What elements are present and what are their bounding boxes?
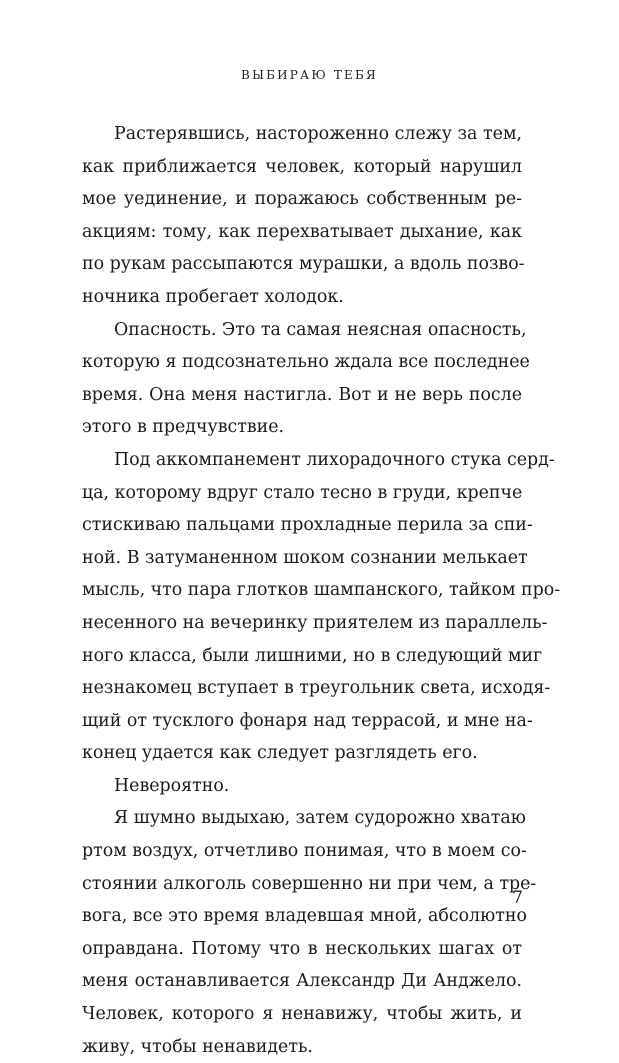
text-line: Растерявшись, настороженно слежу за тем, [114,124,522,144]
text-line: Человек, которого я ненавижу, чтобы жить, и [82,1004,522,1025]
text-line: ного класса, были лишними, но в следующий миг [82,645,543,666]
body-text [82,118,561,1063]
running-header: ВЫБИРАЮ ТЕБЯ [241,68,378,82]
text-line: меня останавливается Александр Ди Анджело. [82,971,522,992]
text-line: мысль, что пара глотков шампанского, тайком про- [82,580,561,601]
text-line: щий от тусклого фонаря над террасой, и мне на- [82,710,533,731]
text-line: мое уединение, и поражаюсь собственным ре- [82,189,522,210]
text-line: стоянии алкоголь совершенно ни при чем, а тре- [82,873,537,894]
text-line: Я шумно выдыхаю, затем судорожно хватаю [114,808,526,829]
text-line: Опасность. Это та самая неясная опасность, [114,319,527,340]
text-line: ночника пробегает холодок. [82,286,344,307]
text-line: конец удается как следует разглядеть его. [82,743,478,764]
text-line: которую я подсознательно ждала все последнее [82,352,530,373]
text-line: акциям: тому, как перехватывает дыхание, как [82,221,522,242]
text-line: ртом воздух, отчетливо понимая, что в моем со- [82,841,527,862]
text-line: ца, которому вдруг стало тесно в груди, крепче [82,482,523,503]
text-line: стискиваю пальцами прохладные перила за спи- [82,515,533,536]
text-line: вога, все это время владевшая мной, абсолютно [82,906,527,927]
text-line: Невероятно. [114,775,230,796]
text-line: несенного на вечеринку приятелем из параллель- [82,612,548,633]
text-line: Под аккомпанемент лихорадочного стука серд- [114,449,555,470]
text-line: живу, чтобы ненавидеть. [82,1036,313,1057]
text-line: время. Она меня настигла. Вот и не верь после [82,384,522,405]
text-line: оправдана. Потому что в нескольких шагах от [82,938,522,959]
text-line: незнакомец вступает в треугольник света, исходя- [82,678,551,699]
text-line: по рукам рассыпаются мурашки, а вдоль позво- [82,254,525,275]
text-line: как приближается человек, который нарушил [82,156,522,177]
text-line: ной. В затуманенном шоком сознании мелькает [82,547,528,568]
page-number: 7 [512,888,523,908]
text-line: этого в предчувствие. [82,417,285,438]
